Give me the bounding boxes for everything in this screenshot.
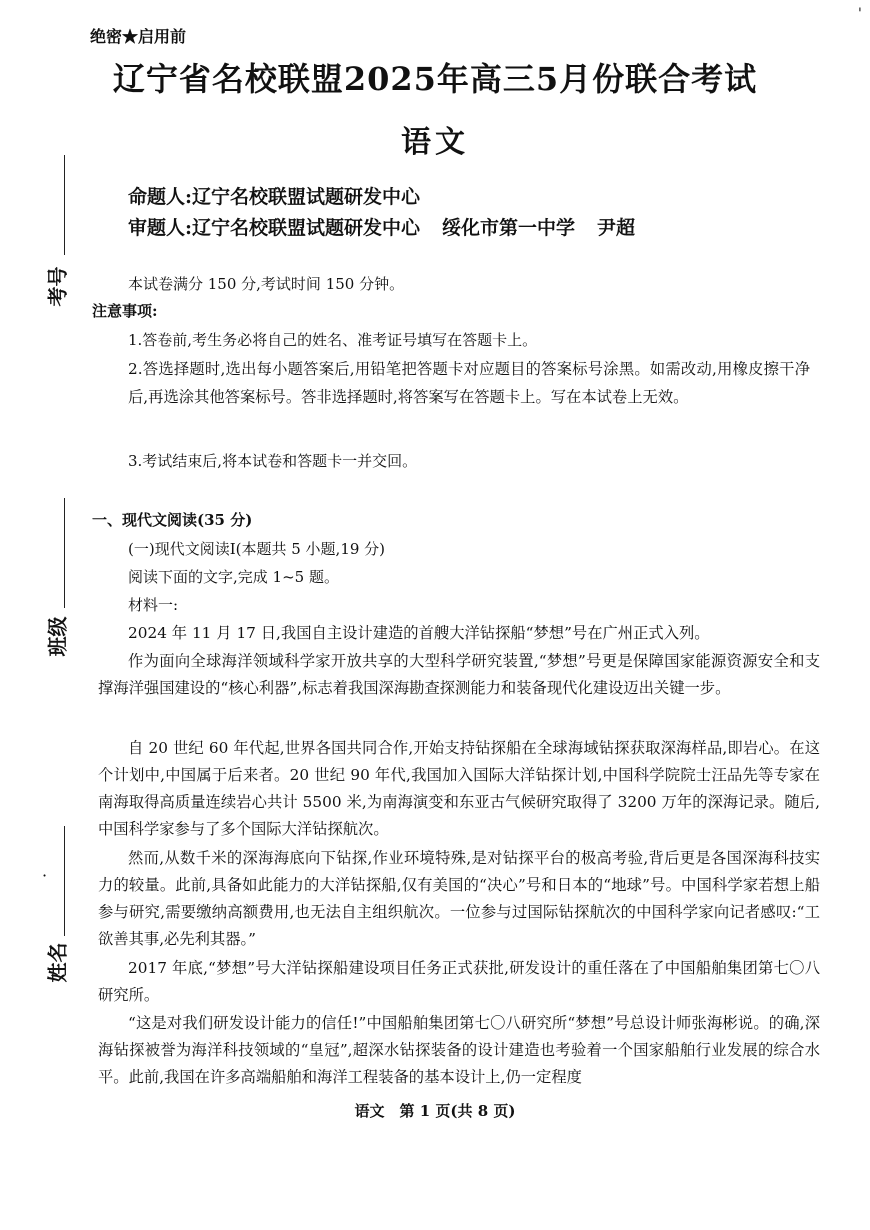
exam-no-label: 考号 [45,266,70,307]
passage-paragraph: 作为面向全球海洋领域科学家开放共享的大型科学研究装置,“梦想”号更是保障国家能源资源安全和支撑海洋强国建设的“核心利器”,标志着我国深海勘查探测能力和装备现代化建设迈出关键一步。 [98,652,820,697]
notice-item-1: 1.答卷前,考生务必将自己的姓名、准考证号填写在答题卡上。 [128,331,538,349]
reviewer-name-3: 尹超 [597,217,636,239]
material-label: 材料一: [128,596,179,614]
reviewer-name-2: 绥化市第一中学 [442,217,576,239]
class-label: 班级 [45,616,70,657]
passage-paragraph: 2017 年底,“梦想”号大洋钻探船建设项目任务正式获批,研发设计的重任落在了中国船舶集团第七〇八研究所。 [98,959,820,1004]
section-heading: 一、现代文阅读(35 分) [92,511,253,529]
notice-title: 注意事项: [92,302,158,320]
subject-title: 语文 [401,125,469,160]
notice-item-3: 3.考试结束后,将本试卷和答题卡一并交回。 [128,452,418,470]
reviewer-name-1: 辽宁名校联盟试题研发中心 [192,217,421,239]
reviewer-line [128,213,635,240]
section-subheading: (一)现代文阅读Ⅰ(本题共 5 小题,19 分) [128,540,386,558]
exam-no-line [64,155,65,255]
notice-item-2: 2.答选择题时,选出每小题答案后,用铅笔把答题卡对应题目的答案标号涂黑。如需改动,用橡皮擦干净后,再选涂其他答案标号。答非选择题时,将答案写在答题卡上。写在本试卷上无效。 [128,360,810,406]
passage-paragraph: 然而,从数千米的深海海底向下钻探,作业环境特殊,是对钻探平台的极高考验,背后更是各国深海科技实力的较量。此前,具备如此能力的大洋钻探船,仅有美国的“决心”号和日本的“地球”号。中国科学家若想上船参与研究,需要缴纳高额费用,也无法自主组织航次。一位参与过国际钻探航次的中国科学家向记者感叹:“工欲善其事,必先利其器。” [98,849,820,948]
reading-instruction: 阅读下面的文字,完成 1~5 题。 [128,568,339,586]
score-time: 本试卷满分 150 分,考试时间 150 分钟。 [128,275,405,293]
passage-paragraph: 2024 年 11 月 17 日,我国自主设计建造的首艘大洋钻探船“梦想”号在广州正式入列。 [128,624,710,642]
reviewer-label: 审题人: [128,217,193,239]
corner-mark: ' [858,6,862,22]
setter-label: 命题人: [128,186,193,208]
binding-dot: · [42,866,48,885]
passage-paragraph: “这是对我们研发设计能力的信任!”中国船舶集团第七〇八研究所“梦想”号总设计师张海彬说。的确,深海钻探被誉为海洋科技领域的“皇冠”,超深水钻探装备的设计建造也考验着一个国家船舶行业发展的综合水平。此前,我国在许多高端船舶和海洋工程装备的基本设计上,仍一定程度 [98,1014,820,1086]
passage-paragraph: 自 20 世纪 60 年代起,世界各国共同合作,开始支持钻探船在全球海域钻探获取深海样品,即岩心。在这个计划中,中国属于后来者。20 世纪 90 年代,我国加入国际大洋钻探计划,中国科学院院士汪品先等专家在南海取得高质量连续岩心共计 5500 米,为南海演变和东亚古气候研究取得了 3200 万年的深海记录。随后,中国科学家参与了多个国际大洋钻探航次。 [98,739,820,838]
exam-title: 辽宁省名校联盟2025年高三5月份联合考试 [112,60,758,98]
name-line [64,826,65,936]
setter-line [128,182,420,209]
name-label: 姓名 [45,942,70,983]
page-footer: 语文 第 1 页(共 8 页) [354,1102,516,1120]
class-line [64,498,65,608]
setter-name: 辽宁名校联盟试题研发中心 [192,186,421,208]
secret-mark: 绝密★启用前 [90,27,187,46]
